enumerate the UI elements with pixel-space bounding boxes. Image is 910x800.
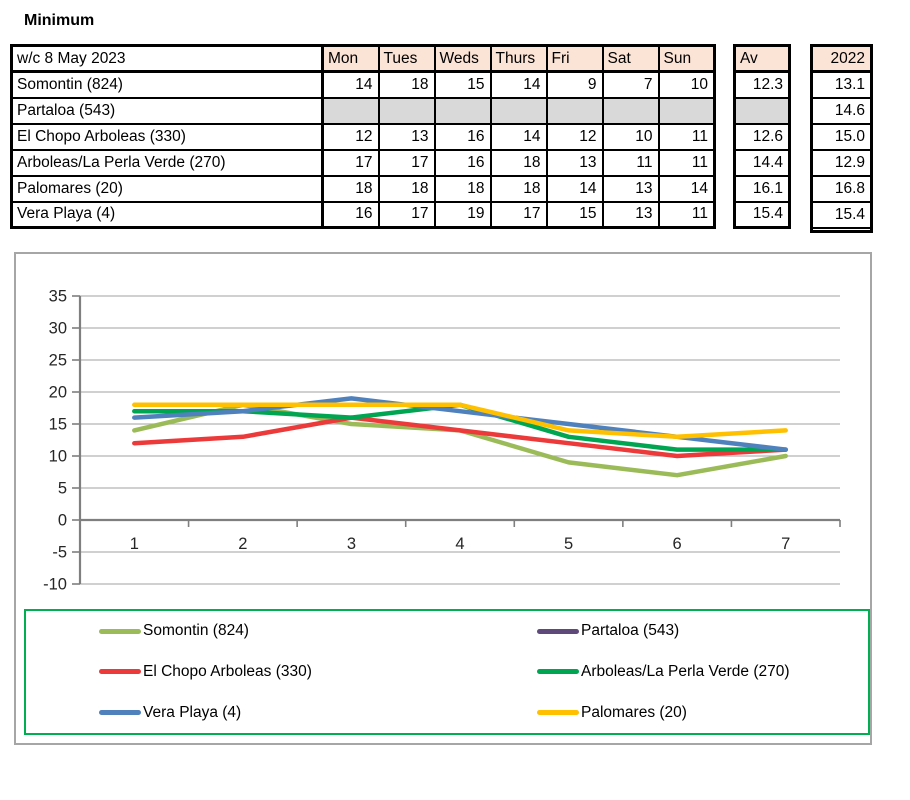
day-value-cell[interactable]: 14: [491, 72, 547, 98]
day-value-cell[interactable]: 17: [491, 202, 547, 228]
year-header-cell[interactable]: 2022: [812, 46, 872, 72]
day-value-cell[interactable]: 17: [323, 150, 379, 176]
legend-label: Partaloa (543): [581, 622, 680, 640]
chart-legend: [24, 609, 870, 735]
day-value-cell[interactable]: 18: [491, 150, 547, 176]
y-axis-label: 15: [48, 415, 67, 434]
day-value-cell[interactable]: 14: [491, 124, 547, 150]
day-value-cell[interactable]: 13: [603, 202, 659, 228]
average-value-cell[interactable]: 12.3: [735, 72, 790, 98]
legend-swatch-somontin-824: [99, 629, 141, 634]
x-axis-label: 4: [455, 535, 465, 553]
year-value-cell[interactable]: 16.8: [812, 176, 872, 202]
legend-swatch-arboleas-la-perla-verde-270: [537, 669, 579, 674]
year-value-cell[interactable]: 13.1: [812, 72, 872, 98]
day-value-cell[interactable]: 14: [547, 176, 603, 202]
day-header-mon[interactable]: Mon: [323, 46, 379, 72]
legend-label: Arboleas/La Perla Verde (270): [581, 662, 790, 680]
day-header-fri[interactable]: Fri: [547, 46, 603, 72]
day-value-cell[interactable]: 15: [435, 72, 491, 98]
legend-swatch-vera-playa-4: [99, 710, 141, 715]
x-axis-label: 5: [563, 535, 574, 553]
average-value-cell[interactable]: 16.1: [735, 176, 790, 202]
day-value-cell[interactable]: 18: [435, 176, 491, 202]
day-header-sun[interactable]: Sun: [659, 46, 715, 72]
day-value-cell[interactable]: [603, 98, 659, 124]
row-label-cell[interactable]: Palomares (20): [12, 176, 323, 202]
day-value-cell[interactable]: 13: [379, 124, 435, 150]
y-axis-label: 0: [57, 511, 67, 530]
day-value-cell[interactable]: 12: [547, 124, 603, 150]
day-value-cell[interactable]: 19: [435, 202, 491, 228]
legend-swatch-partaloa-543: [537, 629, 579, 634]
year-value-cell[interactable]: 14.6: [812, 98, 872, 124]
x-axis-label: 2: [238, 535, 248, 553]
empty-cell[interactable]: [812, 228, 872, 232]
legend-item-somontin-824: [26, 611, 464, 652]
day-value-cell[interactable]: 17: [379, 202, 435, 228]
day-value-cell[interactable]: 12: [323, 124, 379, 150]
legend-item-palomares-20: [464, 692, 868, 733]
year-2022-column-table: [810, 44, 873, 233]
day-value-cell[interactable]: 11: [659, 150, 715, 176]
day-header-thurs[interactable]: Thurs: [491, 46, 547, 72]
day-value-cell[interactable]: 15: [547, 202, 603, 228]
y-axis-label: 25: [48, 351, 67, 370]
day-value-cell[interactable]: [435, 98, 491, 124]
week-table: [10, 44, 716, 229]
day-value-cell[interactable]: 13: [603, 176, 659, 202]
day-value-cell[interactable]: 18: [379, 176, 435, 202]
y-axis-label: -10: [43, 575, 67, 594]
average-column-table: [733, 44, 791, 229]
row-label-cell[interactable]: Somontin (824): [12, 72, 323, 98]
row-label-cell[interactable]: Arboleas/La Perla Verde (270): [12, 150, 323, 176]
legend-label: Palomares (20): [581, 703, 687, 721]
day-value-cell[interactable]: [659, 98, 715, 124]
y-axis-label: -5: [52, 543, 67, 562]
legend-label: El Chopo Arboleas (330): [143, 662, 312, 680]
x-axis-label: 6: [672, 535, 682, 553]
day-value-cell[interactable]: [491, 98, 547, 124]
y-axis-label: 30: [48, 319, 67, 338]
day-value-cell[interactable]: [547, 98, 603, 124]
legend-swatch-el-chopo-arboleas-330: [99, 669, 141, 674]
row-label-cell[interactable]: Partaloa (543): [12, 98, 323, 124]
day-value-cell[interactable]: 18: [491, 176, 547, 202]
day-value-cell[interactable]: [323, 98, 379, 124]
day-value-cell[interactable]: 18: [379, 72, 435, 98]
day-value-cell[interactable]: 16: [323, 202, 379, 228]
day-header-sat[interactable]: Sat: [603, 46, 659, 72]
week-label-cell[interactable]: w/c 8 May 2023: [12, 46, 323, 72]
row-label-cell[interactable]: El Chopo Arboleas (330): [12, 124, 323, 150]
day-value-cell[interactable]: 14: [659, 176, 715, 202]
average-header-cell[interactable]: Av: [735, 46, 790, 72]
day-value-cell[interactable]: 10: [659, 72, 715, 98]
day-value-cell[interactable]: 17: [379, 150, 435, 176]
row-label-cell[interactable]: Vera Playa (4): [12, 202, 323, 228]
day-value-cell[interactable]: 7: [603, 72, 659, 98]
day-value-cell[interactable]: 10: [603, 124, 659, 150]
day-value-cell[interactable]: 9: [547, 72, 603, 98]
day-value-cell[interactable]: 18: [323, 176, 379, 202]
legend-label: Vera Playa (4): [143, 703, 242, 721]
average-value-cell[interactable]: 12.6: [735, 124, 790, 150]
day-header-weds[interactable]: Weds: [435, 46, 491, 72]
day-header-tues[interactable]: Tues: [379, 46, 435, 72]
day-value-cell[interactable]: 11: [603, 150, 659, 176]
sheet-title: Minimum: [24, 12, 95, 29]
y-axis-label: 5: [57, 479, 67, 498]
legend-label: Somontin (824): [143, 622, 249, 640]
y-axis-label: 35: [48, 287, 67, 306]
legend-item-el-chopo-arboleas-330: [26, 652, 464, 693]
y-axis-label: 10: [48, 447, 67, 466]
day-value-cell[interactable]: 16: [435, 150, 491, 176]
average-value-cell[interactable]: [735, 98, 790, 124]
x-axis-label: 3: [346, 535, 357, 553]
average-value-cell[interactable]: 14.4: [735, 150, 790, 176]
x-axis-label: 7: [781, 535, 791, 553]
day-value-cell[interactable]: [379, 98, 435, 124]
line-chart: [14, 252, 872, 745]
legend-item-vera-playa-4: [26, 692, 464, 733]
day-value-cell[interactable]: 11: [659, 124, 715, 150]
day-value-cell[interactable]: 11: [659, 202, 715, 228]
year-value-cell[interactable]: 12.9: [812, 150, 872, 176]
year-value-cell[interactable]: 15.4: [812, 202, 872, 228]
y-axis-label: 20: [48, 383, 67, 402]
legend-item-partaloa-543: [464, 611, 868, 652]
year-value-cell[interactable]: 15.0: [812, 124, 872, 150]
legend-item-arboleas-la-perla-verde-270: [464, 652, 868, 693]
minimum-table-zone: [10, 44, 880, 262]
x-axis-label: 1: [129, 535, 139, 553]
day-value-cell[interactable]: 13: [547, 150, 603, 176]
average-value-cell[interactable]: 15.4: [735, 202, 790, 228]
legend-swatch-palomares-20: [537, 710, 579, 715]
day-value-cell[interactable]: 16: [435, 124, 491, 150]
day-value-cell[interactable]: 14: [323, 72, 379, 98]
